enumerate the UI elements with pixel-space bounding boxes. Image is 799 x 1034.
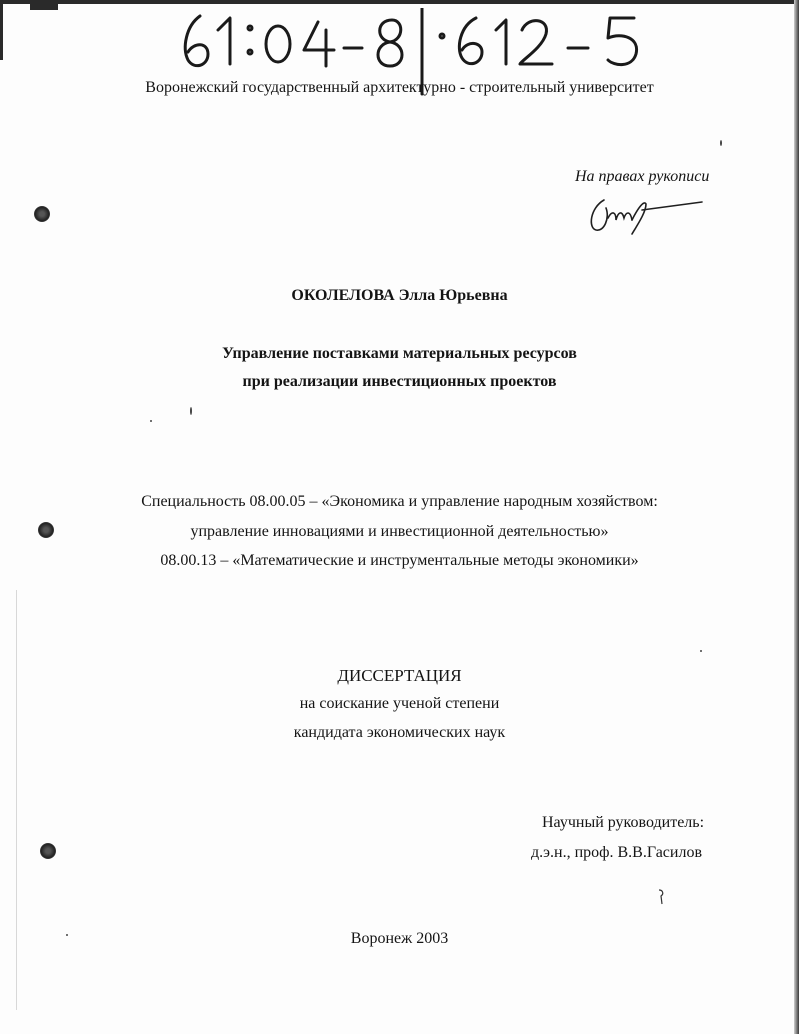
place-and-year: Воронеж 2003 bbox=[350, 930, 449, 947]
dissertation-title-line-1: Управление поставками материальных ресурсов bbox=[222, 345, 577, 362]
scan-border-top bbox=[0, 0, 799, 4]
document-type-line-1: на соискание ученой степени bbox=[299, 695, 500, 712]
university-name: Воронежский государственный архитектурно - строительный университет bbox=[145, 79, 654, 96]
punch-hole-top bbox=[34, 206, 50, 222]
scan-border-right bbox=[794, 0, 799, 1034]
scan-border-left bbox=[0, 0, 3, 60]
specialty-line-2: управление инновациями и инвестиционной деятельностью» bbox=[190, 523, 609, 540]
specialty-line-1: Специальность 08.00.05 – «Экономика и управление народным хозяйством: bbox=[141, 493, 658, 510]
scan-speck bbox=[150, 420, 152, 422]
scan-corner-mark bbox=[30, 4, 58, 10]
scan-speck bbox=[700, 650, 702, 652]
signature bbox=[586, 190, 706, 240]
supervisor-label: Научный руководитель: bbox=[542, 814, 705, 831]
dissertation-title-line-2: при реализации инвестиционных проектов bbox=[242, 373, 557, 390]
punch-hole-bottom bbox=[40, 843, 56, 859]
supervisor-name: д.э.н., проф. В.В.Гасилов bbox=[531, 844, 702, 861]
document-type-heading: ДИССЕРТАЦИЯ bbox=[337, 666, 462, 685]
scan-scratch bbox=[656, 888, 668, 906]
author-name: ОКОЛЕЛОВА Элла Юрьевна bbox=[291, 287, 508, 304]
scan-speck bbox=[720, 140, 722, 146]
rights-note: На правах рукописи bbox=[575, 168, 710, 185]
scan-speck bbox=[190, 407, 192, 415]
specialty-line-3: 08.00.13 – «Математические и инструментальные методы экономики» bbox=[160, 552, 639, 569]
document-type-line-2: кандидата экономических наук bbox=[293, 724, 506, 741]
